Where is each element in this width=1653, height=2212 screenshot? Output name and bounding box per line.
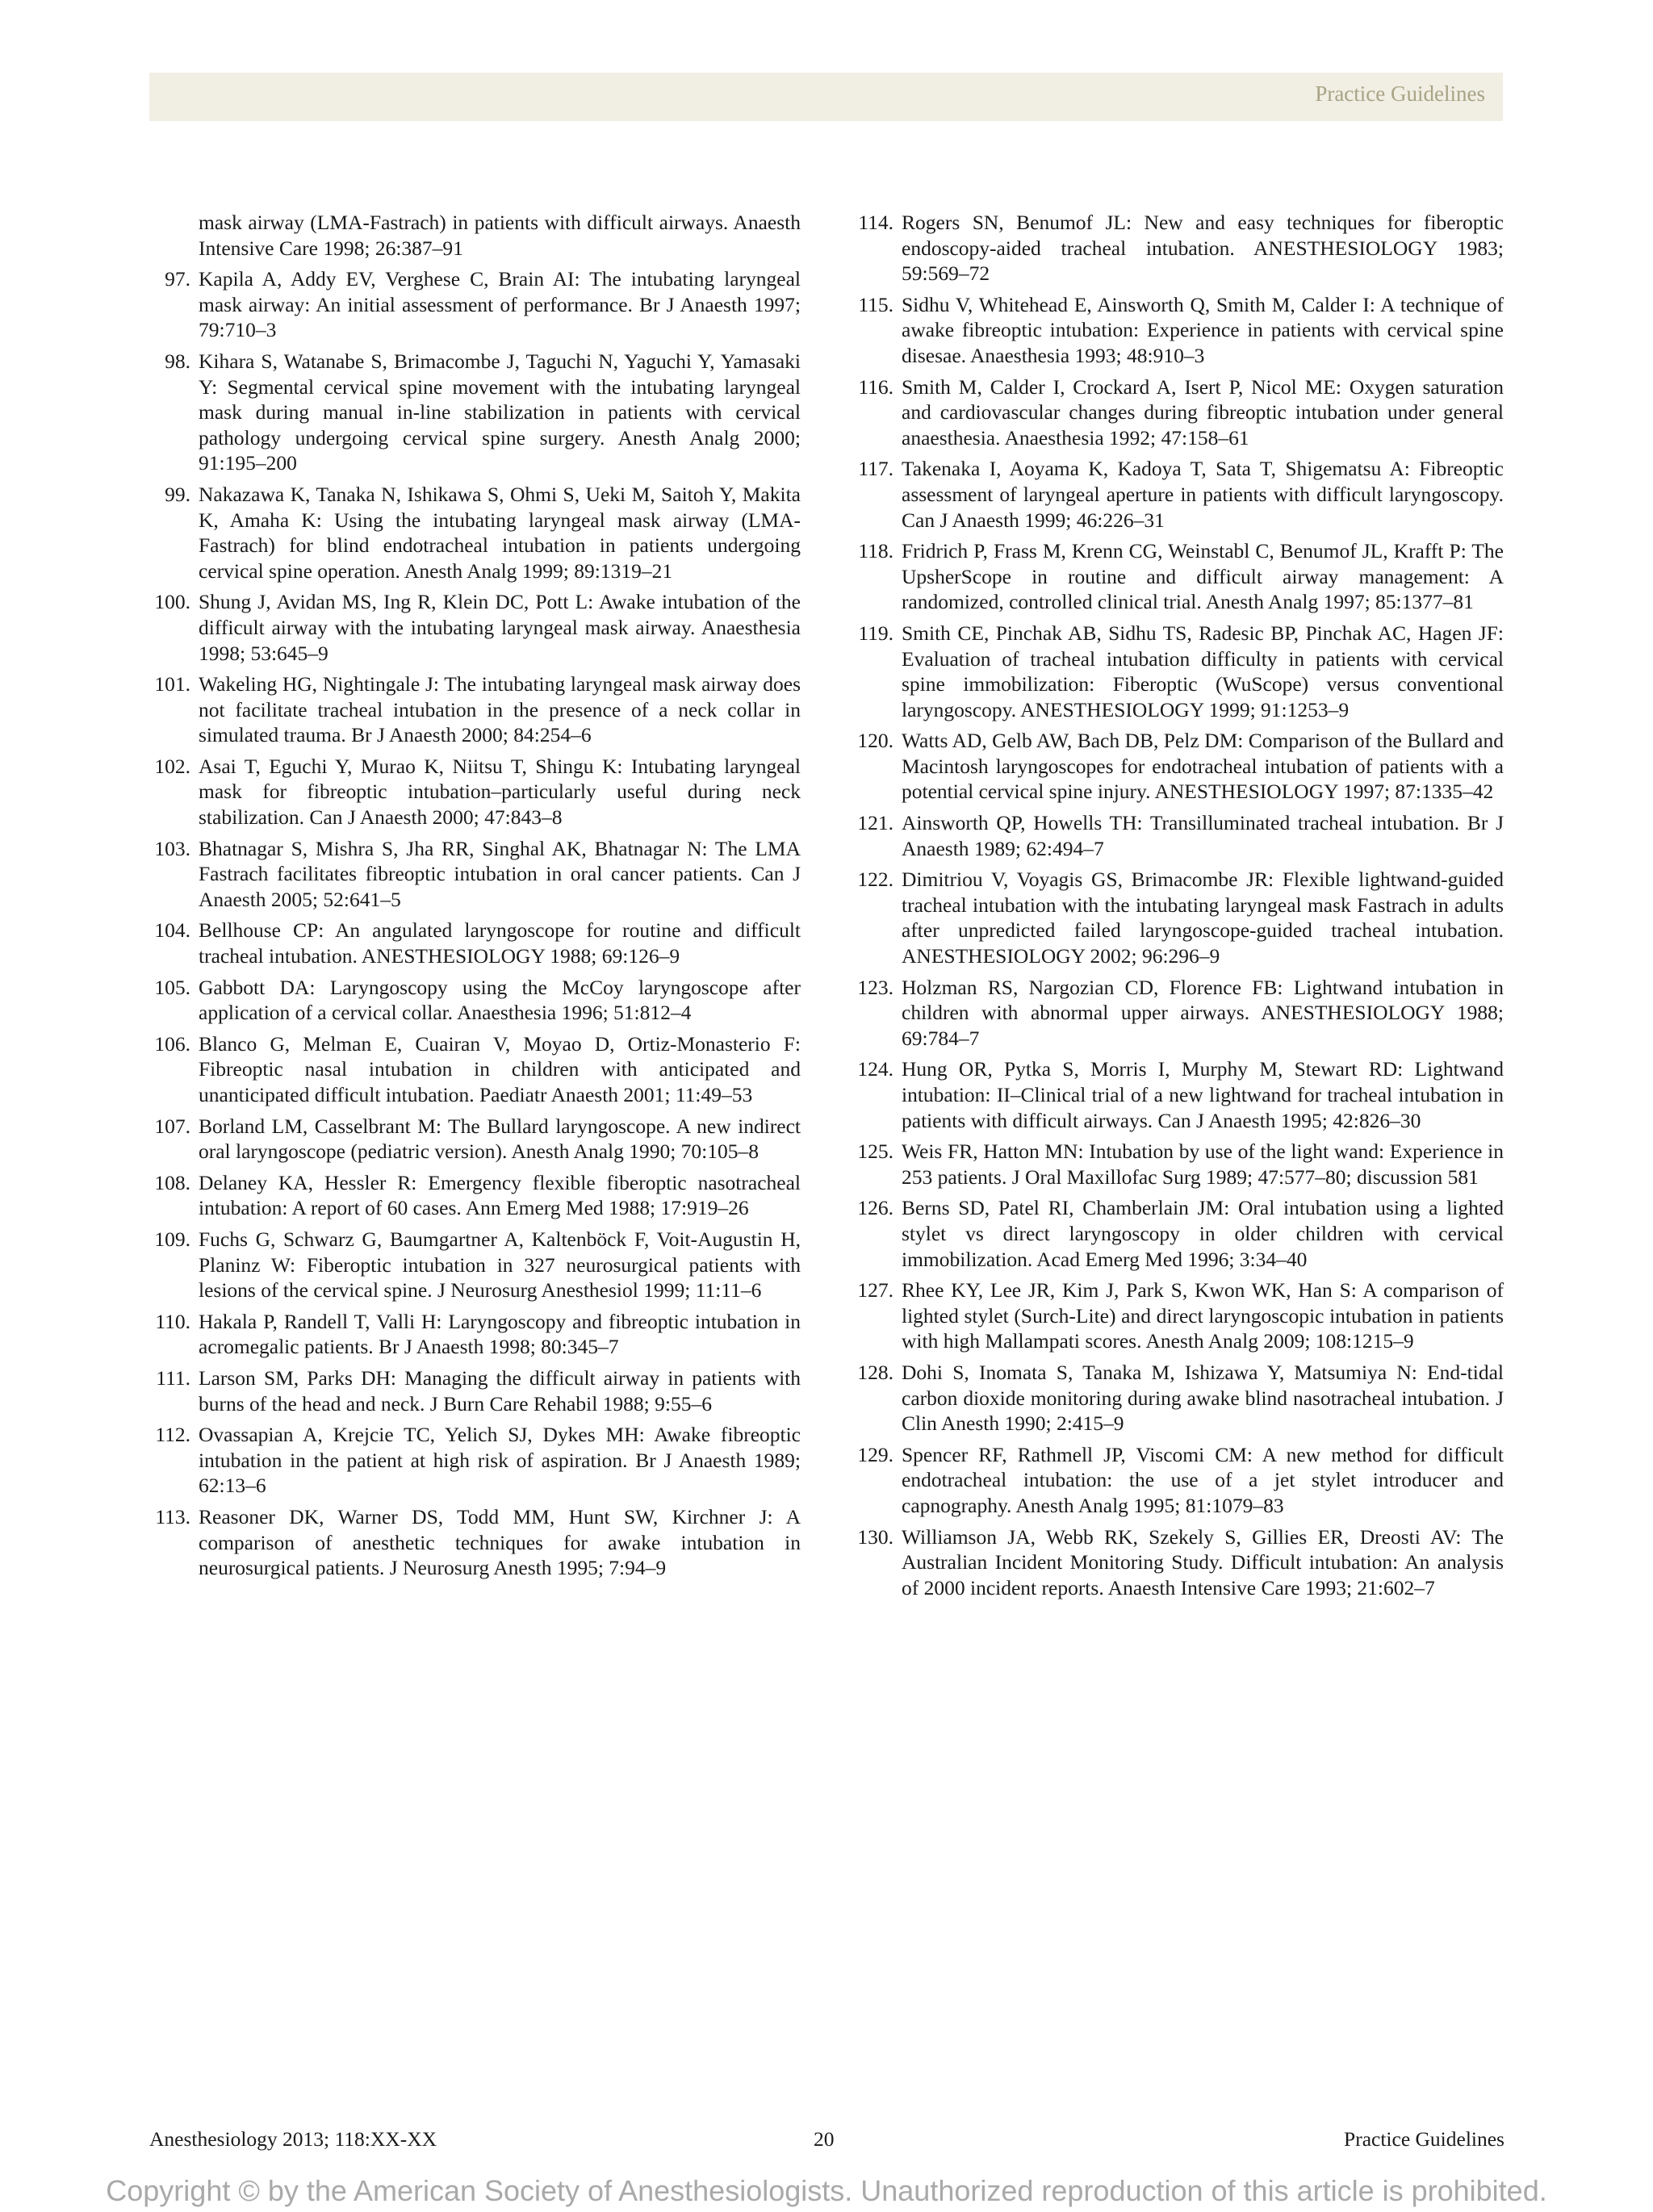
reference-number: 129. xyxy=(857,1442,893,1466)
reference-text: Dohi S, Inomata S, Tanaka M, Ishizawa Y, Matsumiya N: End-tidal carbon dioxide monitoring during awake blind nasotracheal intubation. J Clin Anesth 1990; 2:415–9 xyxy=(902,1360,1504,1436)
reference-number: 105. xyxy=(154,975,190,999)
reference-text: Holzman RS, Nargozian CD, Florence FB: Lightwand intubation in children with abnormal upper airways. ANESTHESIOLOGY 1988; 69:784–7 xyxy=(902,975,1504,1050)
reference-text: Hakala P, Randell T, Valli H: Laryngoscopy and fibreoptic intubation in acromegalic patients. Br J Anaesth 1998; 80:345–7 xyxy=(199,1309,801,1359)
reference-entry xyxy=(850,292,1504,369)
reference-entry xyxy=(850,1524,1504,1601)
reference-entry xyxy=(850,810,1504,861)
reference-number: 112. xyxy=(155,1423,190,1447)
reference-number: 107. xyxy=(154,1114,190,1138)
reference-entry xyxy=(850,975,1504,1052)
reference-entry xyxy=(850,538,1504,615)
reference-text: Takenaka I, Aoyama K, Kadoya T, Sata T, Shigematsu A: Fibreoptic assessment of laryngeal aperture in patients with difficult laryngoscopy. Can J Anaesth 1999; 46:226–31 xyxy=(902,457,1504,532)
reference-entry xyxy=(147,836,801,913)
reference-text: Smith M, Calder I, Crockard A, Isert P, Nicol ME: Oxygen saturation and cardiovascular changes during fibreoptic intubation under general anaesthesia. Anaesthesia 1992; 47:158–61 xyxy=(902,374,1504,450)
reference-text: Larson SM, Parks DH: Managing the difficult airway in patients with burns of the head and neck. J Burn Care Rehabil 1988; 9:55–6 xyxy=(199,1365,801,1415)
reference-column-right xyxy=(850,210,1504,1606)
reference-text: Berns SD, Patel RI, Chamberlain JM: Oral intubation using a lighted stylet vs direct laryngoscopy in older children with cervical immobilization. Acad Emerg Med 1996; 3:34–40 xyxy=(902,1196,1504,1271)
reference-number: 121. xyxy=(857,811,893,835)
footer-section-title: Practice Guidelines xyxy=(1344,2127,1504,2151)
reference-text: Wakeling HG, Nightingale J: The intubating laryngeal mask airway does not facilitate tracheal intubation in the presence of a neck collar in simulated trauma. Br J Anaesth 2000; 84:254–6 xyxy=(199,672,801,747)
reference-number: 102. xyxy=(154,754,190,778)
reference-text: Shung J, Avidan MS, Ing R, Klein DC, Pott L: Awake intubation of the difficult airway with the intubating laryngeal mask airway. Anaesthesia 1998; 53:645–9 xyxy=(199,590,801,665)
reference-text: Blanco G, Melman E, Cuairan V, Moyao D, Ortiz-Monasterio F: Fibreoptic nasal intubation in children with anticipated and unanticipated difficult intubation. Paediatr Anaesth 2001; 11:49–53 xyxy=(199,1031,801,1106)
running-header-label: Practice Guidelines xyxy=(1315,82,1485,106)
reference-number: 100. xyxy=(154,590,190,614)
reference-entry xyxy=(147,1114,801,1165)
reference-text: Bellhouse CP: An angulated laryngoscope for routine and difficult tracheal intubation. ANESTHESIOLOGY 1988; 69:126–9 xyxy=(199,918,801,968)
reference-number: 97. xyxy=(165,267,190,291)
reference-number: 113. xyxy=(155,1504,190,1528)
reference-number: 115. xyxy=(858,292,893,316)
reference-number: 123. xyxy=(857,975,893,999)
reference-text: Sidhu V, Whitehead E, Ainsworth Q, Smith M, Calder I: A technique of awake fibreoptic intubation: Experience in patients with cervical spine disesae. Anaesthesia 1993; 48:910–3 xyxy=(902,292,1504,367)
reference-entry xyxy=(147,1504,801,1581)
copyright-notice: Copyright © by the American Society of Anesthesiologists. Unauthorized reproduction of this article is prohibited. xyxy=(106,2174,1547,2207)
reference-number: 99. xyxy=(165,482,190,506)
reference-number: 120. xyxy=(857,729,893,753)
reference-entry xyxy=(850,1442,1504,1519)
footer-journal-citation: Anesthesiology 2013; 118:XX-XX xyxy=(149,2127,437,2151)
reference-number: 124. xyxy=(857,1057,893,1081)
reference-text: Gabbott DA: Laryngoscopy using the McCoy laryngoscope after application of a cervical collar. Anaesthesia 1996; 51:812–4 xyxy=(199,975,801,1025)
reference-number: 111. xyxy=(156,1365,190,1390)
reference-list-right xyxy=(850,210,1504,1600)
reference-number: 109. xyxy=(154,1227,190,1251)
reference-text: Spencer RF, Rathmell JP, Viscomi CM: A new method for difficult endotracheal intubation: the use of a jet stylet introducer and capnography. Anesth Analg 1995; 81:1079–83 xyxy=(902,1442,1504,1517)
reference-number: 108. xyxy=(154,1170,190,1194)
reference-text: Rhee KY, Lee JR, Kim J, Park S, Kwon WK, Han S: A comparison of lighted stylet (Surch-Lite) and direct laryngoscopic intubation in patients with high Mallampati scores. Anesth Analg 2009; 108:1215–9 xyxy=(902,1278,1504,1353)
reference-entry xyxy=(147,482,801,583)
reference-number: 128. xyxy=(857,1360,893,1384)
reference-entry xyxy=(850,621,1504,722)
reference-number: 114. xyxy=(858,211,893,234)
reference-entry xyxy=(147,671,801,748)
reference-number: 116. xyxy=(858,374,893,399)
reference-text: Weis FR, Hatton MN: Intubation by use of the light wand: Experience in 253 patients. J Oral Maxillofac Surg 1989; 47:577–80; discussion 581 xyxy=(902,1139,1504,1189)
reference-list-left xyxy=(147,266,801,1581)
reference-number: 104. xyxy=(154,918,190,943)
reference-number: 127. xyxy=(857,1278,893,1303)
reference-entry xyxy=(147,1227,801,1303)
reference-number: 126. xyxy=(857,1196,893,1220)
reference-entry xyxy=(850,210,1504,286)
reference-number: 101. xyxy=(154,672,190,696)
reference-entry xyxy=(850,1195,1504,1272)
reference-number: 106. xyxy=(154,1031,190,1056)
reference-number: 117. xyxy=(858,457,893,481)
reference-text: Watts AD, Gelb AW, Bach DB, Pelz DM: Comparison of the Bullard and Macintosh laryngoscopes for endotracheal intubation of patients with a potential cervical spine injury. ANESTHESIOLOGY 1997; 87:1335–42 xyxy=(902,729,1504,804)
reference-text: Smith CE, Pinchak AB, Sidhu TS, Radesic BP, Pinchak AC, Hagen JF: Evaluation of tracheal intubation difficulty in patients with cervical spine immobilization: Fiberoptic (WuScope) versus conventional laryngoscopy. ANESTHESIOLOGY 1999; 91:1253–9 xyxy=(902,621,1504,721)
reference-entry xyxy=(147,754,801,830)
reference-text: Hung OR, Pytka S, Morris I, Murphy M, Stewart RD: Lightwand intubation: II–Clinical trial of a new lightwand for tracheal intubation in patients with difficult airways. Can J Anaesth 1995; 42:826–30 xyxy=(902,1057,1504,1132)
reference-entry xyxy=(147,589,801,666)
reference-entry xyxy=(850,728,1504,805)
reference-entry xyxy=(147,1309,801,1360)
reference-text: Fuchs G, Schwarz G, Baumgartner A, Kaltenböck F, Voit-Augustin H, Planinz W: Fiberoptic intubation in 327 neurosurgical patients with lesions of the cervical spine. J Neurosurg Anesthesiol 1999; 11:11–6 xyxy=(199,1227,801,1303)
reference-entry xyxy=(850,1139,1504,1190)
reference-text: Delaney KA, Hessler R: Emergency flexible fiberoptic nasotracheal intubation: A report of 60 cases. Ann Emerg Med 1988; 17:919–26 xyxy=(199,1170,801,1220)
reference-text: Reasoner DK, Warner DS, Todd MM, Hunt SW, Kirchner J: A comparison of anesthetic techniques for awake intubation in neurosurgical patients. J Neurosurg Anesth 1995; 7:94–9 xyxy=(199,1504,801,1580)
reference-text: Fridrich P, Frass M, Krenn CG, Weinstabl C, Benumof JL, Krafft P: The UpsherScope in routine and difficult airway management: A randomized, controlled clinical trial. Anesth Analg 1997; 85:1377–81 xyxy=(902,539,1504,614)
reference-text: Ainsworth QP, Howells TH: Transilluminated tracheal intubation. Br J Anaesth 1989; 62:494–7 xyxy=(902,811,1504,860)
reference-entry xyxy=(850,867,1504,968)
reference-text: Rogers SN, Benumof JL: New and easy techniques for fiberoptic endoscopy-aided tracheal intubation. ANESTHESIOLOGY 1983; 59:569–72 xyxy=(902,211,1504,286)
reference-number: 125. xyxy=(857,1139,893,1164)
reference-text: Bhatnagar S, Mishra S, Jha RR, Singhal AK, Bhatnagar N: The LMA Fastrach facilitates fibreoptic intubation in oral cancer patients. Can J Anaesth 2005; 52:641–5 xyxy=(199,836,801,911)
reference-entry xyxy=(147,1170,801,1221)
reference-entry xyxy=(147,1031,801,1108)
reference-text: Nakazawa K, Tanaka N, Ishikawa S, Ohmi S, Ueki M, Saitoh Y, Makita K, Amaha K: Using the intubating laryngeal mask airway (LMA-Fastrach) for blind endotracheal intubation in patients undergoing cervical spine operation. Anesth Analg 1999; 89:1319–21 xyxy=(199,482,801,583)
reference-text: Kapila A, Addy EV, Verghese C, Brain AI: The intubating laryngeal mask airway: An initial assessment of performance. Br J Anaesth 1997; 79:710–3 xyxy=(199,267,801,342)
reference-entry xyxy=(147,266,801,343)
reference-text: Williamson JA, Webb RK, Szekely S, Gillies ER, Dreosti AV: The Australian Incident Monitoring Study. Difficult intubation: An analysis of 2000 incident reports. Anaesth Intensive Care 1993; 21:602–7 xyxy=(902,1524,1504,1599)
reference-entry xyxy=(850,374,1504,451)
reference-number: 98. xyxy=(165,349,190,373)
reference-column-left xyxy=(147,210,801,1587)
reference-entry xyxy=(147,1422,801,1499)
reference-continuation: mask airway (LMA-Fastrach) in patients with difficult airways. Anaesth Intensive Care 1998; 26:387–91 xyxy=(199,211,801,260)
reference-number: 118. xyxy=(858,539,893,563)
reference-entry xyxy=(147,975,801,1026)
reference-entry xyxy=(850,1277,1504,1354)
footer-page-number: 20 xyxy=(814,2127,835,2151)
reference-entry xyxy=(850,1360,1504,1436)
reference-number: 119. xyxy=(858,621,893,645)
reference-text: Asai T, Eguchi Y, Murao K, Niitsu T, Shingu K: Intubating laryngeal mask for fibreoptic intubation–particularly useful during neck stabilization. Can J Anaesth 2000; 47:843–8 xyxy=(199,754,801,830)
reference-text: Borland LM, Casselbrant M: The Bullard laryngoscope. A new indirect oral laryngoscope (pediatric version). Anesth Analg 1990; 70:105–8 xyxy=(199,1114,801,1164)
reference-entry xyxy=(850,456,1504,533)
reference-entry xyxy=(147,918,801,968)
reference-number: 122. xyxy=(857,868,893,892)
reference-entry xyxy=(850,1056,1504,1133)
running-header-band xyxy=(149,73,1503,121)
reference-text: Dimitriou V, Voyagis GS, Brimacombe JR: Flexible lightwand-guided tracheal intubation with the intubating laryngeal mask Fastrach in adults after unpredicted failed laryngoscope-guided tracheal intubation. ANESTHESIOLOGY 2002; 96:296–9 xyxy=(902,868,1504,968)
reference-number: 130. xyxy=(857,1524,893,1549)
reference-entry xyxy=(147,1365,801,1416)
reference-text: Kihara S, Watanabe S, Brimacombe J, Taguchi N, Yaguchi Y, Yamasaki Y: Segmental cervical spine movement with the intubating laryngeal mask during manual in-line stabilization in patients with cervical pathology undergoing cervical spine surgery. Anesth Analg 2000; 91:195–200 xyxy=(199,349,801,475)
reference-number: 103. xyxy=(154,836,190,860)
reference-number: 110. xyxy=(155,1309,190,1333)
reference-text: Ovassapian A, Krejcie TC, Yelich SJ, Dykes MH: Awake fibreoptic intubation in the patient at high risk of aspiration. Br J Anaesth 1989; 62:13–6 xyxy=(199,1423,801,1498)
reference-entry xyxy=(147,349,801,476)
